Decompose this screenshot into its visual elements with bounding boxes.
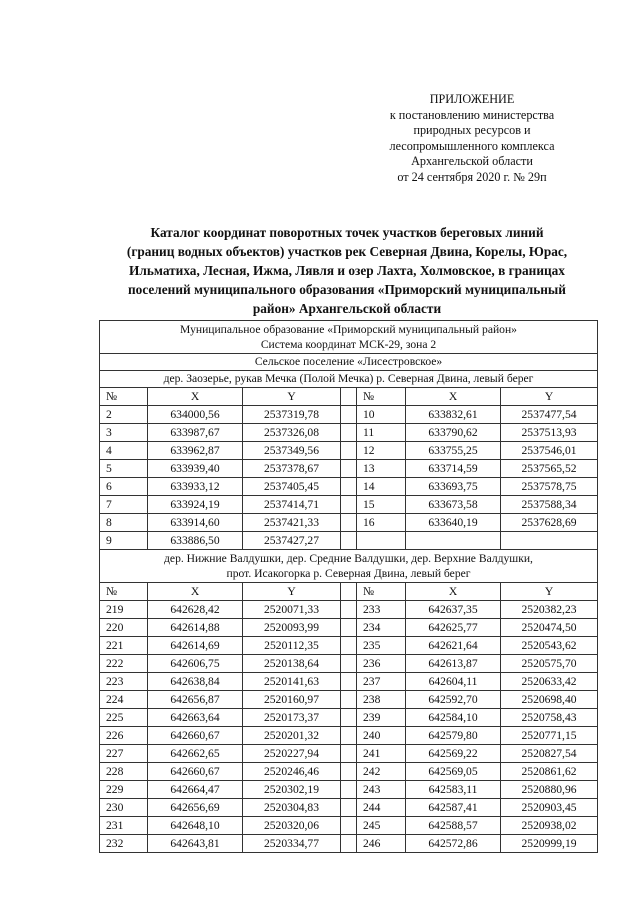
column-gap [341, 496, 357, 514]
column-gap [341, 745, 357, 763]
y-coordinate: 2520304,83 [243, 799, 341, 817]
point-number: 235 [357, 637, 406, 655]
table-row [100, 478, 598, 496]
column-gap [341, 691, 357, 709]
y-column-header: Y [501, 388, 598, 406]
municipality-header [100, 321, 598, 354]
title-line: район» Архангельской области [252, 301, 442, 317]
y-coordinate: 2520160,97 [243, 691, 341, 709]
column-gap [341, 709, 357, 727]
appendix-line: лесопромышленного комплекса [389, 138, 555, 153]
y-coordinate: 2520246,46 [243, 763, 341, 781]
y-coordinate: 2537578,75 [501, 478, 598, 496]
point-number: 231 [100, 817, 148, 835]
x-coordinate: 633924,19 [148, 496, 243, 514]
column-gap [341, 781, 357, 799]
point-number: 241 [357, 745, 406, 763]
table-row [100, 673, 598, 691]
x-coordinate: 633939,40 [148, 460, 243, 478]
x-coordinate: 642656,87 [148, 691, 243, 709]
y-coordinate: 2520093,99 [243, 619, 341, 637]
x-coordinate: 642572,86 [406, 835, 501, 853]
y-coordinate: 2520861,62 [501, 763, 598, 781]
appendix-line: от 24 сентября 2020 г. № 29п [397, 169, 547, 184]
point-number: 10 [357, 406, 406, 424]
x-coordinate: 633693,75 [406, 478, 501, 496]
point-number: 230 [100, 799, 148, 817]
column-gap [341, 442, 357, 460]
x-column-header: X [148, 388, 243, 406]
y-coordinate: 2520201,32 [243, 727, 341, 745]
appendix-line: ПРИЛОЖЕНИЕ [429, 92, 515, 106]
x-coordinate: 642583,11 [406, 781, 501, 799]
x-coordinate: 642660,67 [148, 763, 243, 781]
num-column-header: № [100, 583, 148, 601]
x-coordinate: 633790,62 [406, 424, 501, 442]
x-coordinate: 633962,87 [148, 442, 243, 460]
column-gap [341, 619, 357, 637]
table-row [100, 532, 598, 550]
x-coordinate: 642614,69 [148, 637, 243, 655]
x-coordinate: 642606,75 [148, 655, 243, 673]
x-coordinate: 642656,69 [148, 799, 243, 817]
point-number: 243 [357, 781, 406, 799]
point-number: 16 [357, 514, 406, 532]
table-row [100, 799, 598, 817]
x-column-header: X [406, 583, 501, 601]
y-column-header: Y [501, 583, 598, 601]
table-row [100, 619, 598, 637]
x-coordinate: 633914,60 [148, 514, 243, 532]
column-gap [341, 727, 357, 745]
x-coordinate: 642660,67 [148, 727, 243, 745]
y-coordinate [501, 532, 598, 550]
x-coordinate: 642621,64 [406, 637, 501, 655]
column-gap [341, 835, 357, 853]
y-coordinate: 2537477,54 [501, 406, 598, 424]
table-row [100, 817, 598, 835]
point-number: 233 [357, 601, 406, 619]
x-coordinate: 642614,88 [148, 619, 243, 637]
y-coordinate: 2520320,06 [243, 817, 341, 835]
coordinate-system: Система координат МСК-29, зона 2 [260, 337, 437, 351]
y-coordinate: 2520633,42 [501, 673, 598, 691]
x-coordinate: 642638,84 [148, 673, 243, 691]
y-coordinate: 2520938,02 [501, 817, 598, 835]
section-caption-line: прот. Исакогорка р. Северная Двина, левый берег [226, 566, 471, 580]
x-coordinate: 642587,41 [406, 799, 501, 817]
point-number: 229 [100, 781, 148, 799]
column-gap [341, 514, 357, 532]
title-line: Каталог координат поворотных точек участков береговых линий [150, 225, 544, 240]
x-coordinate: 642662,65 [148, 745, 243, 763]
appendix-line: к постановлению министерства [389, 107, 555, 122]
appendix-line: Архангельской области [411, 154, 533, 169]
point-number: 225 [100, 709, 148, 727]
point-number: 232 [100, 835, 148, 853]
point-number: 240 [357, 727, 406, 745]
y-coordinate: 2520771,15 [501, 727, 598, 745]
y-coordinate: 2537378,67 [243, 460, 341, 478]
y-coordinate: 2520575,70 [501, 655, 598, 673]
table-row [100, 601, 598, 619]
point-number [357, 532, 406, 550]
x-coordinate: 642643,81 [148, 835, 243, 853]
x-coordinate: 633886,50 [148, 532, 243, 550]
y-coordinate: 2520543,62 [501, 637, 598, 655]
point-number: 9 [100, 532, 148, 550]
x-coordinate: 633673,58 [406, 496, 501, 514]
x-coordinate: 633933,12 [148, 478, 243, 496]
point-number: 222 [100, 655, 148, 673]
num-column-header: № [357, 583, 406, 601]
column-gap [341, 583, 357, 601]
table-row [100, 514, 598, 532]
point-number: 3 [100, 424, 148, 442]
y-coordinate: 2520227,94 [243, 745, 341, 763]
x-coordinate: 633640,19 [406, 514, 501, 532]
settlement-header: Сельское поселение «Лисестровское» [100, 354, 598, 371]
column-gap [341, 388, 357, 406]
x-coordinate: 642628,42 [148, 601, 243, 619]
y-coordinate: 2520903,45 [501, 799, 598, 817]
column-gap [341, 655, 357, 673]
y-coordinate: 2537546,01 [501, 442, 598, 460]
x-coordinate: 642579,80 [406, 727, 501, 745]
point-number: 224 [100, 691, 148, 709]
table-row [100, 655, 598, 673]
table-row [100, 745, 598, 763]
x-coordinate: 633714,59 [406, 460, 501, 478]
point-number: 13 [357, 460, 406, 478]
x-coordinate: 642637,35 [406, 601, 501, 619]
point-number: 220 [100, 619, 148, 637]
y-coordinate: 2537326,08 [243, 424, 341, 442]
point-number: 239 [357, 709, 406, 727]
point-number: 223 [100, 673, 148, 691]
y-coordinate: 2520698,40 [501, 691, 598, 709]
point-number: 8 [100, 514, 148, 532]
section-caption-line: дер. Заозерье, рукав Мечка (Полой Мечка) р. Северная Двина, левый берег [163, 371, 534, 385]
point-number: 228 [100, 763, 148, 781]
table-row [100, 781, 598, 799]
x-coordinate [406, 532, 501, 550]
x-coordinate: 642569,22 [406, 745, 501, 763]
point-number: 2 [100, 406, 148, 424]
point-number: 221 [100, 637, 148, 655]
x-coordinate: 642648,10 [148, 817, 243, 835]
y-coordinate: 2537414,71 [243, 496, 341, 514]
column-gap [341, 532, 357, 550]
y-coordinate: 2537405,45 [243, 478, 341, 496]
point-number: 244 [357, 799, 406, 817]
table-row [100, 496, 598, 514]
y-coordinate: 2520758,43 [501, 709, 598, 727]
y-coordinate: 2520112,35 [243, 637, 341, 655]
point-number: 238 [357, 691, 406, 709]
table-row [100, 835, 598, 853]
column-gap [341, 406, 357, 424]
column-gap [341, 601, 357, 619]
y-coordinate: 2520382,23 [501, 601, 598, 619]
column-gap [341, 673, 357, 691]
column-gap [341, 424, 357, 442]
x-coordinate: 642604,11 [406, 673, 501, 691]
point-number: 12 [357, 442, 406, 460]
y-coordinate: 2520141,63 [243, 673, 341, 691]
column-gap [341, 799, 357, 817]
x-column-header: X [406, 388, 501, 406]
point-number: 11 [357, 424, 406, 442]
section-caption [100, 550, 598, 583]
municipality-name: Муниципальное образование «Приморский муниципальный район» [180, 323, 517, 336]
point-number: 245 [357, 817, 406, 835]
x-coordinate: 633987,67 [148, 424, 243, 442]
column-gap [341, 460, 357, 478]
y-coordinate: 2520827,54 [501, 745, 598, 763]
y-coordinate: 2537628,69 [501, 514, 598, 532]
point-number: 14 [357, 478, 406, 496]
y-coordinate: 2537319,78 [243, 406, 341, 424]
y-coordinate: 2537421,33 [243, 514, 341, 532]
point-number: 237 [357, 673, 406, 691]
num-column-header: № [100, 388, 148, 406]
point-number: 246 [357, 835, 406, 853]
column-gap [341, 763, 357, 781]
point-number: 242 [357, 763, 406, 781]
x-column-header: X [148, 583, 243, 601]
y-coordinate: 2537565,52 [501, 460, 598, 478]
x-coordinate: 633755,25 [406, 442, 501, 460]
column-header-row [100, 583, 598, 601]
table-row [100, 424, 598, 442]
title-line: (границ водных объектов) участков рек Северная Двина, Корелы, Юрас, [126, 244, 568, 260]
x-coordinate: 642588,57 [406, 817, 501, 835]
coordinates-table [99, 320, 598, 853]
y-coordinate: 2520334,77 [243, 835, 341, 853]
table-row [100, 763, 598, 781]
point-number: 236 [357, 655, 406, 673]
x-coordinate: 642664,47 [148, 781, 243, 799]
x-coordinate: 642663,64 [148, 709, 243, 727]
y-coordinate: 2537427,27 [243, 532, 341, 550]
table-row [100, 691, 598, 709]
y-coordinate: 2520071,33 [243, 601, 341, 619]
document-title [92, 223, 602, 318]
point-number: 227 [100, 745, 148, 763]
point-number: 15 [357, 496, 406, 514]
table-row [100, 727, 598, 745]
point-number: 6 [100, 478, 148, 496]
y-coordinate: 2520138,64 [243, 655, 341, 673]
y-column-header: Y [243, 583, 341, 601]
point-number: 234 [357, 619, 406, 637]
table-row [100, 709, 598, 727]
point-number: 226 [100, 727, 148, 745]
table-row [100, 637, 598, 655]
y-coordinate: 2537513,93 [501, 424, 598, 442]
column-gap [341, 637, 357, 655]
appendix-line: природных ресурсов и [413, 123, 531, 138]
point-number: 5 [100, 460, 148, 478]
x-coordinate: 633832,61 [406, 406, 501, 424]
num-column-header: № [357, 388, 406, 406]
point-number: 4 [100, 442, 148, 460]
column-header-row [100, 388, 598, 406]
y-coordinate: 2520302,19 [243, 781, 341, 799]
x-coordinate: 642613,87 [406, 655, 501, 673]
section-caption [100, 371, 598, 388]
column-gap [341, 817, 357, 835]
point-number: 219 [100, 601, 148, 619]
y-column-header: Y [243, 388, 341, 406]
appendix-block [360, 92, 584, 186]
x-coordinate: 642584,10 [406, 709, 501, 727]
point-number: 7 [100, 496, 148, 514]
y-coordinate: 2537588,34 [501, 496, 598, 514]
y-coordinate: 2537349,56 [243, 442, 341, 460]
section-caption-line: дер. Нижние Валдушки, дер. Средние Валдушки, дер. Верхние Валдушки, [164, 552, 533, 565]
column-gap [341, 478, 357, 496]
y-coordinate: 2520173,37 [243, 709, 341, 727]
table-row [100, 442, 598, 460]
title-line: поселений муниципального образования «Приморский муниципальный [128, 282, 566, 298]
y-coordinate: 2520880,96 [501, 781, 598, 799]
table-row [100, 406, 598, 424]
title-line: Ильматиха, Лесная, Ижма, Лявля и озер Лахта, Холмовское, в границах [129, 263, 565, 279]
table-row [100, 460, 598, 478]
y-coordinate: 2520999,19 [501, 835, 598, 853]
x-coordinate: 642625,77 [406, 619, 501, 637]
y-coordinate: 2520474,50 [501, 619, 598, 637]
x-coordinate: 642569,05 [406, 763, 501, 781]
x-coordinate: 634000,56 [148, 406, 243, 424]
x-coordinate: 642592,70 [406, 691, 501, 709]
